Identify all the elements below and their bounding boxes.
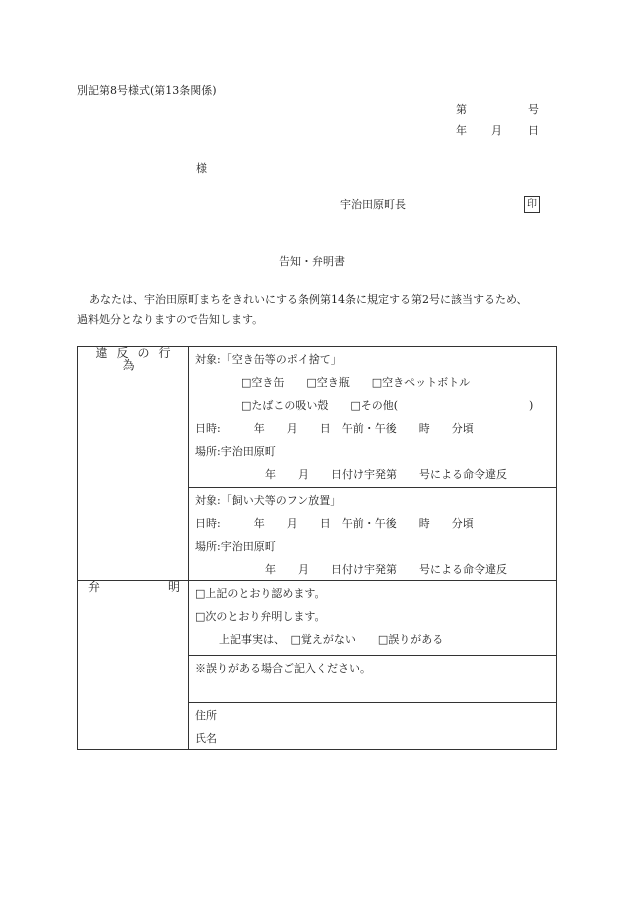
date-month: 月 [491, 124, 502, 137]
date-year: 年 [456, 124, 467, 137]
violation-label-cell [78, 347, 189, 581]
explanation-label-left: 弁 [88, 580, 101, 594]
litter-options-row-2: □たばこの吸い殻 □その他( [241, 399, 399, 412]
dog-order: 年 月 日付け宇発第 号による命令違反 [265, 563, 507, 576]
addressee-suffix: 様 [196, 162, 207, 175]
litter-target: 対象:「空き缶等のポイ捨て」 [195, 353, 342, 366]
dog-target: 対象:「飼い犬等のフン放置」 [195, 494, 342, 507]
litter-datetime: 日時: 年 月 日 午前・午後 時 分頃 [195, 422, 474, 435]
explanation-label-cell [78, 581, 189, 750]
issuer-name: 宇治田原町長 [340, 198, 406, 211]
litter-options-row-1: □空き缶 □空き瓶 □空きペットボトル [241, 376, 471, 389]
date-day: 日 [528, 124, 539, 137]
violation-section-dog [189, 488, 557, 581]
intro-line-2: 過料処分となりますので告知します。 [77, 313, 264, 326]
address-field[interactable]: 住所 [195, 709, 217, 722]
intro-line-1: あなたは、宇治田原町まちをきれいにする条例第14条に規定する第2号に該当するため、 [89, 293, 528, 306]
name-field[interactable]: 氏名 [195, 732, 217, 745]
dog-datetime: 日時: 年 月 日 午前・午後 時 分頃 [195, 517, 474, 530]
facts-options[interactable]: 上記事実は、 □覚えがない □誤りがある [219, 633, 444, 646]
litter-options-close: ) [529, 399, 534, 412]
notice-form-table [77, 346, 557, 750]
litter-place: 場所:宇治田原町 [195, 445, 276, 458]
dog-place: 場所:宇治田原町 [195, 540, 276, 553]
litter-order: 年 月 日付け宇発第 号による命令違反 [265, 468, 507, 481]
explain-option[interactable]: □次のとおり弁明します。 [195, 610, 326, 623]
violation-label: 違反の行為 [95, 346, 180, 372]
document-title: 告知・弁明書 [279, 255, 345, 268]
form-label: 別記第8号様式(第13条関係) [77, 84, 217, 97]
admit-option[interactable]: □上記のとおり認めます。 [195, 587, 326, 600]
signature-cell [189, 703, 557, 750]
explanation-note: ※誤りがある場合ご記入ください。 [195, 662, 371, 675]
explanation-note-cell[interactable] [189, 656, 557, 703]
explanation-label-right: 明 [167, 580, 180, 594]
number-prefix: 第 [456, 103, 467, 116]
explanation-options [189, 581, 557, 656]
seal-mark: 印 [524, 196, 540, 213]
violation-section-litter [189, 347, 557, 488]
number-suffix: 号 [528, 103, 539, 116]
